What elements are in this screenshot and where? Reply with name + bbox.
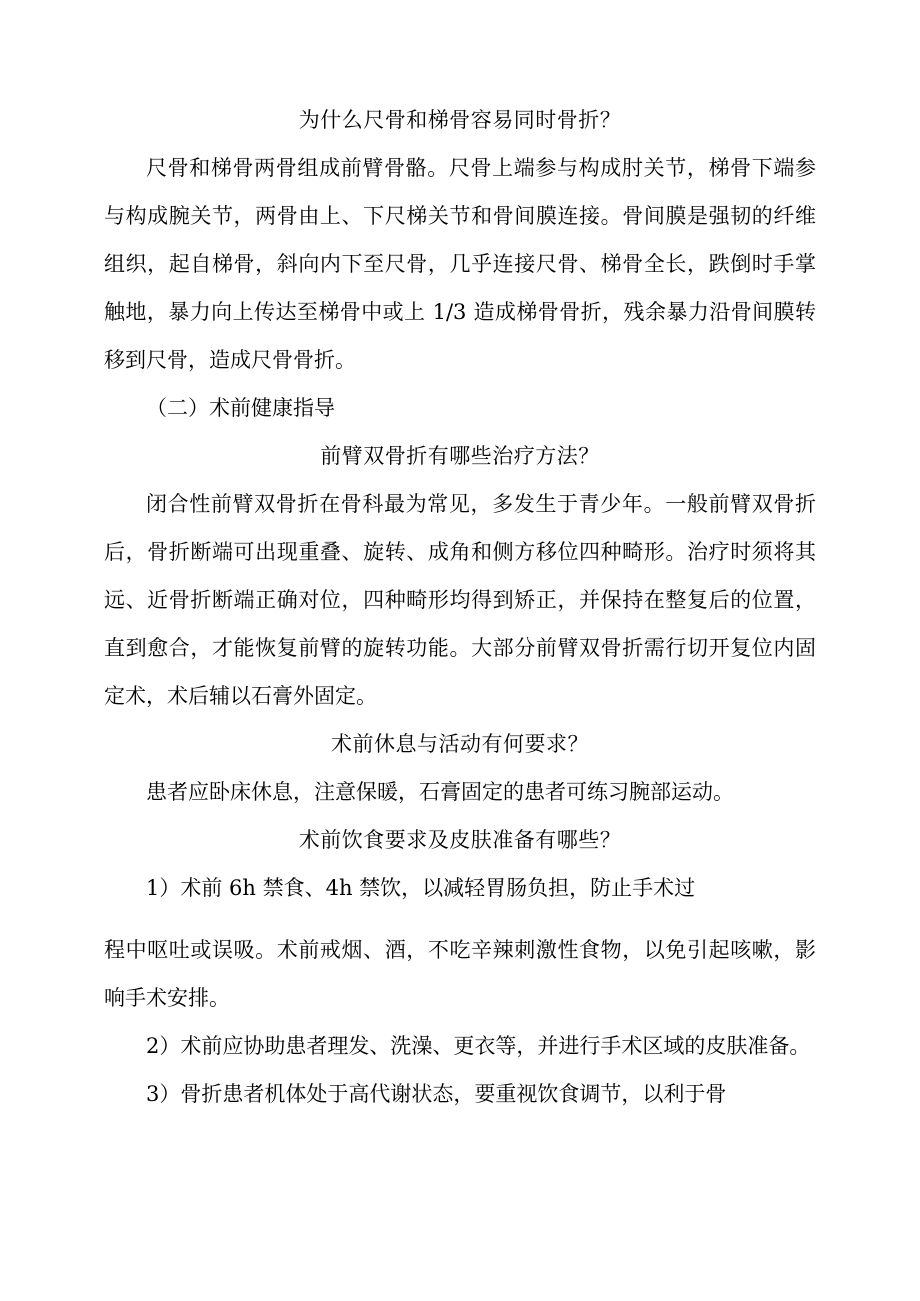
list-item-2: 2）术前应协助患者理发、洗澡、更衣等，并进行手术区域的皮肤准备。 bbox=[146, 1034, 811, 1058]
section-title-preop-health-guidance: （二）术前健康指导 bbox=[146, 396, 335, 420]
list-item-3: 3）骨折患者机体处于高代谢状态，要重视饮食调节，以利于骨 bbox=[146, 1082, 727, 1106]
paragraph-why-fracture: 尺骨和梯骨两骨组成前臂骨骼。尺骨上端参与构成肘关节，梯骨下端参与构成腕关节，两骨由上、下尺梯关节和骨间膜连接。骨间膜是强韧的纤维组织，起自梯骨，斜向内下至尺骨，几乎连接尺骨、梯骨全长，跌倒时手掌触地，暴力向上传达至梯骨中或上 1/3 造成梯骨骨折，残余暴力沿骨间膜转移到尺骨，造成尺骨骨折。 bbox=[104, 156, 816, 372]
section-heading-treatment-methods: 前臂双骨折有哪些治疗方法？ bbox=[320, 444, 600, 468]
list-item-1-continued: 程中呕吐或误吸。术前戒烟、酒，不吃辛辣刺激性食物，以免引起咳嗽，影响手术安排。 bbox=[104, 938, 816, 1010]
section-heading-diet-skin-prep: 术前饮食要求及皮肤准备有哪些？ bbox=[298, 828, 622, 852]
document-body bbox=[104, 96, 816, 1118]
list-item-1-first-line: 1）术前 6h 禁食、4h 禁饮，以减轻胃肠负担，防止手术过 bbox=[146, 876, 696, 900]
paragraph-gap bbox=[104, 912, 816, 926]
paragraph-rest-activity: 患者应卧床休息，注意保暖，石膏固定的患者可练习腕部运动。 bbox=[146, 780, 734, 804]
section-heading-why-fracture: 为什么尺骨和梯骨容易同时骨折？ bbox=[298, 108, 622, 132]
section-heading-rest-activity: 术前休息与活动有何要求？ bbox=[331, 732, 589, 756]
paragraph-treatment-methods: 闭合性前臂双骨折在骨科最为常见，多发生于青少年。一般前臂双骨折后，骨折断端可出现重叠、旋转、成角和侧方移位四种畸形。治疗时须将其远、近骨折断端正确对位，四种畸形均得到矫正，并保持在整复后的位置，直到愈合，才能恢复前臂的旋转功能。大部分前臂双骨折需行切开复位内固定术，术后辅以石膏外固定。 bbox=[104, 492, 816, 708]
